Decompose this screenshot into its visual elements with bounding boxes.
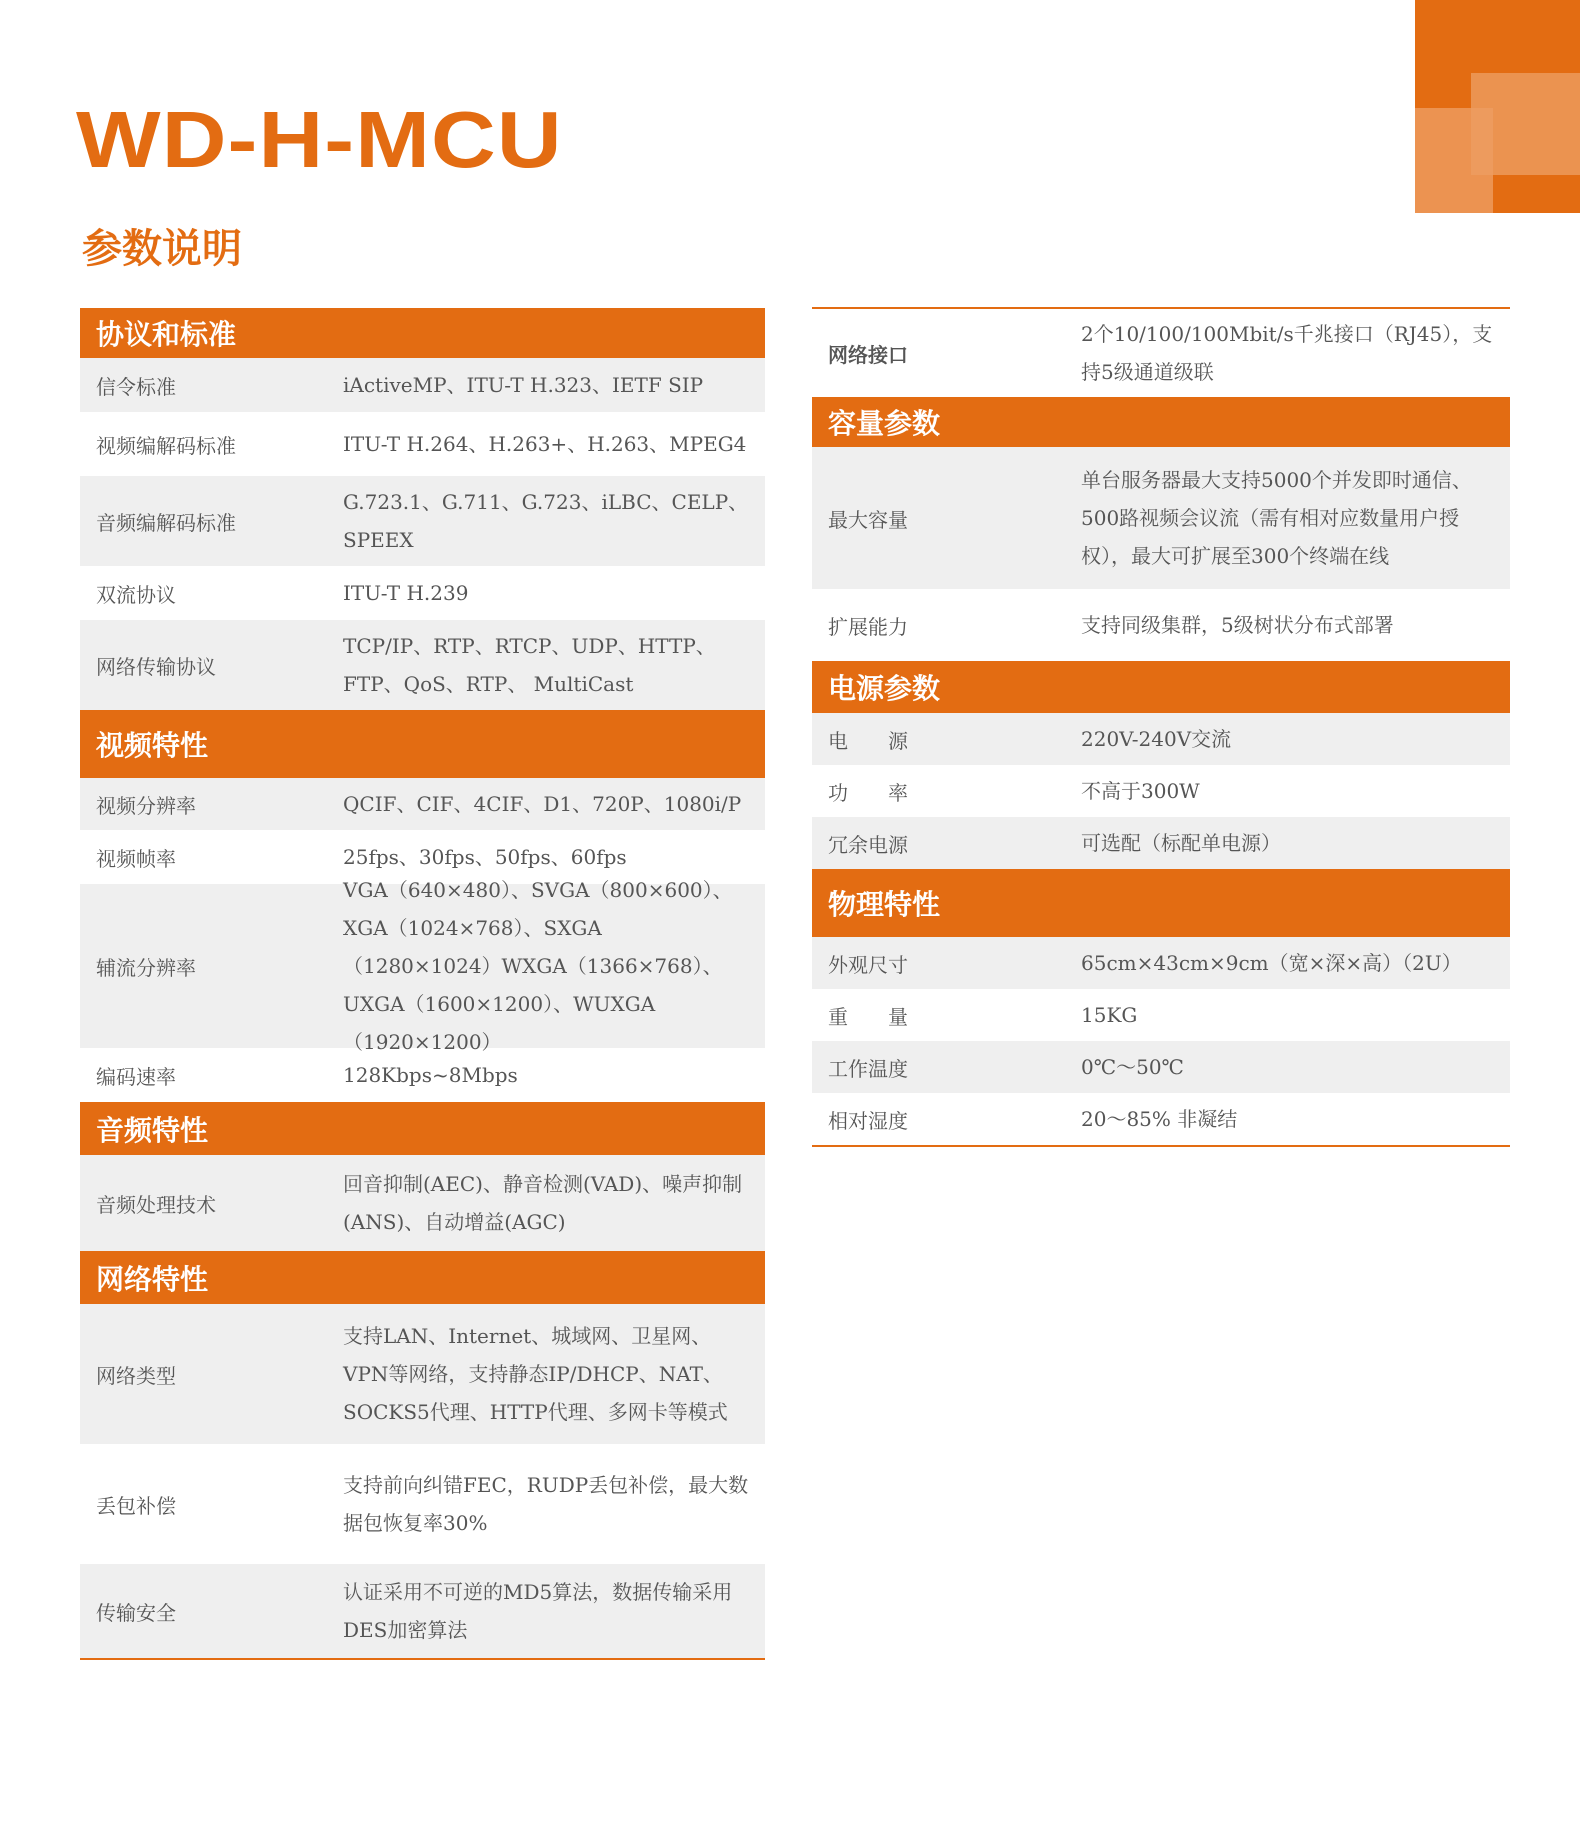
row-value: 回音抑制(AEC)、静音检测(VAD)、噪声抑制(ANS)、自动增益(AGC) [343, 1172, 743, 1234]
row-value: 不高于300W [1081, 779, 1200, 803]
row-value: 65cm×43cm×9cm（宽×深×高）（2U） [1081, 951, 1462, 975]
row-value: ITU-T H.264、H.263+、H.263、MPEG4 [343, 432, 747, 456]
table-row [80, 1564, 765, 1658]
section-header-network: 网络特性 [80, 1251, 765, 1304]
row-label: 网络传输协议 [96, 654, 216, 679]
table-row [80, 1155, 765, 1251]
row-label: 最大容量 [828, 507, 908, 532]
row-value: 0℃～50℃ [1081, 1055, 1184, 1079]
row-value: 单台服务器最大支持5000个并发即时通信、500路视频会议流（需有相对应数量用户授权），最大可扩展至300个终端在线 [1081, 468, 1472, 568]
row-label: 丢包补偿 [96, 1493, 176, 1518]
row-value: 支持前向纠错FEC，RUDP丢包补偿，最大数据包恢复率30% [343, 1473, 749, 1535]
row-value: 15KG [1081, 1003, 1138, 1027]
row-value: 可选配（标配单电源） [1081, 831, 1281, 855]
corner-decoration [1415, 0, 1580, 213]
row-label: 视频帧率 [96, 846, 176, 871]
row-label: 网络类型 [96, 1363, 176, 1388]
row-label: 工作温度 [828, 1056, 908, 1081]
row-label: 编码速率 [96, 1064, 176, 1089]
row-value: 25fps、30fps、50fps、60fps [343, 845, 627, 869]
table-row [80, 620, 765, 710]
row-label: 音频处理技术 [96, 1192, 216, 1217]
table-row [80, 358, 765, 412]
row-value: 20～85% 非凝结 [1081, 1107, 1238, 1131]
table-row [80, 1444, 765, 1564]
row-value: 220V-240V交流 [1081, 727, 1232, 751]
table-row [80, 566, 765, 620]
product-title: WD-H-MCU [76, 95, 563, 184]
row-value: 128Kbps~8Mbps [343, 1063, 518, 1087]
row-label: 重 量 [828, 1004, 908, 1029]
row-label: 辅流分辨率 [96, 955, 196, 980]
section-subtitle: 参数说明 [82, 226, 242, 272]
row-label: 信令标准 [96, 374, 176, 399]
row-value: VGA（640×480）、SVGA（800×600）、XGA（1024×768）、SXGA（1280×1024）WXGA（1366×768）、UXGA（1600×1200）、WUXGA（1920×1200） [343, 878, 733, 1054]
table-row [80, 412, 765, 476]
section-header-protocol: 协议和标准 [80, 308, 765, 358]
row-value: G.723.1、G.711、G.723、iLBC、CELP、SPEEX [343, 490, 749, 552]
row-value: 认证采用不可逆的MD5算法，数据传输采用DES加密算法 [343, 1580, 733, 1642]
row-label: 外观尺寸 [828, 952, 908, 977]
row-label: 传输安全 [96, 1600, 176, 1625]
row-label: 电 源 [828, 728, 908, 753]
row-label: 网络接口 [828, 342, 908, 367]
table-row [812, 989, 1510, 1041]
table-row [80, 1304, 765, 1444]
table-row [812, 765, 1510, 817]
section-header-capacity: 容量参数 [812, 397, 1510, 447]
table-row [812, 1093, 1510, 1145]
row-label: 视频分辨率 [96, 793, 196, 818]
table-row [812, 937, 1510, 989]
section-header-power: 电源参数 [812, 661, 1510, 713]
row-value: iActiveMP、ITU-T H.323、IETF SIP [343, 373, 704, 397]
row-label: 双流协议 [96, 582, 176, 607]
row-label: 冗余电源 [828, 832, 908, 857]
row-value: TCP/IP、RTP、RTCP、UDP、HTTP、FTP、QoS、RTP、 MultiCast [343, 634, 716, 696]
table-row [812, 589, 1510, 661]
section-header-audio: 音频特性 [80, 1102, 765, 1155]
row-label: 相对湿度 [828, 1108, 908, 1133]
row-label: 功 率 [828, 780, 908, 805]
section-header-physical: 物理特性 [812, 869, 1510, 937]
section-header-video: 视频特性 [80, 710, 765, 778]
left-spec-table [80, 308, 765, 1660]
row-label: 视频编解码标准 [96, 433, 236, 458]
row-value: ITU-T H.239 [343, 581, 469, 605]
row-label: 音频编解码标准 [96, 510, 236, 535]
row-label: 扩展能力 [828, 614, 908, 639]
row-value: 2个10/100/100Mbit/s千兆接口（RJ45），支持5级通道级联 [1081, 322, 1493, 384]
table-row [812, 309, 1510, 397]
row-value: 支持LAN、Internet、城域网、卫星网、VPN等网络，支持静态IP/DHCP、NAT、SOCKS5代理、HTTP代理、多网卡等模式 [343, 1324, 728, 1424]
decoration-square [1415, 108, 1493, 213]
right-spec-table [812, 307, 1510, 1147]
table-row [812, 447, 1510, 589]
table-row [80, 878, 765, 1054]
table-row [80, 778, 765, 830]
table-row [812, 817, 1510, 869]
table-row [80, 476, 765, 566]
table-row [812, 713, 1510, 765]
table-row [812, 1041, 1510, 1093]
row-value: 支持同级集群，5级树状分布式部署 [1081, 613, 1394, 637]
row-value: QCIF、CIF、4CIF、D1、720P、1080i/P [343, 792, 742, 816]
